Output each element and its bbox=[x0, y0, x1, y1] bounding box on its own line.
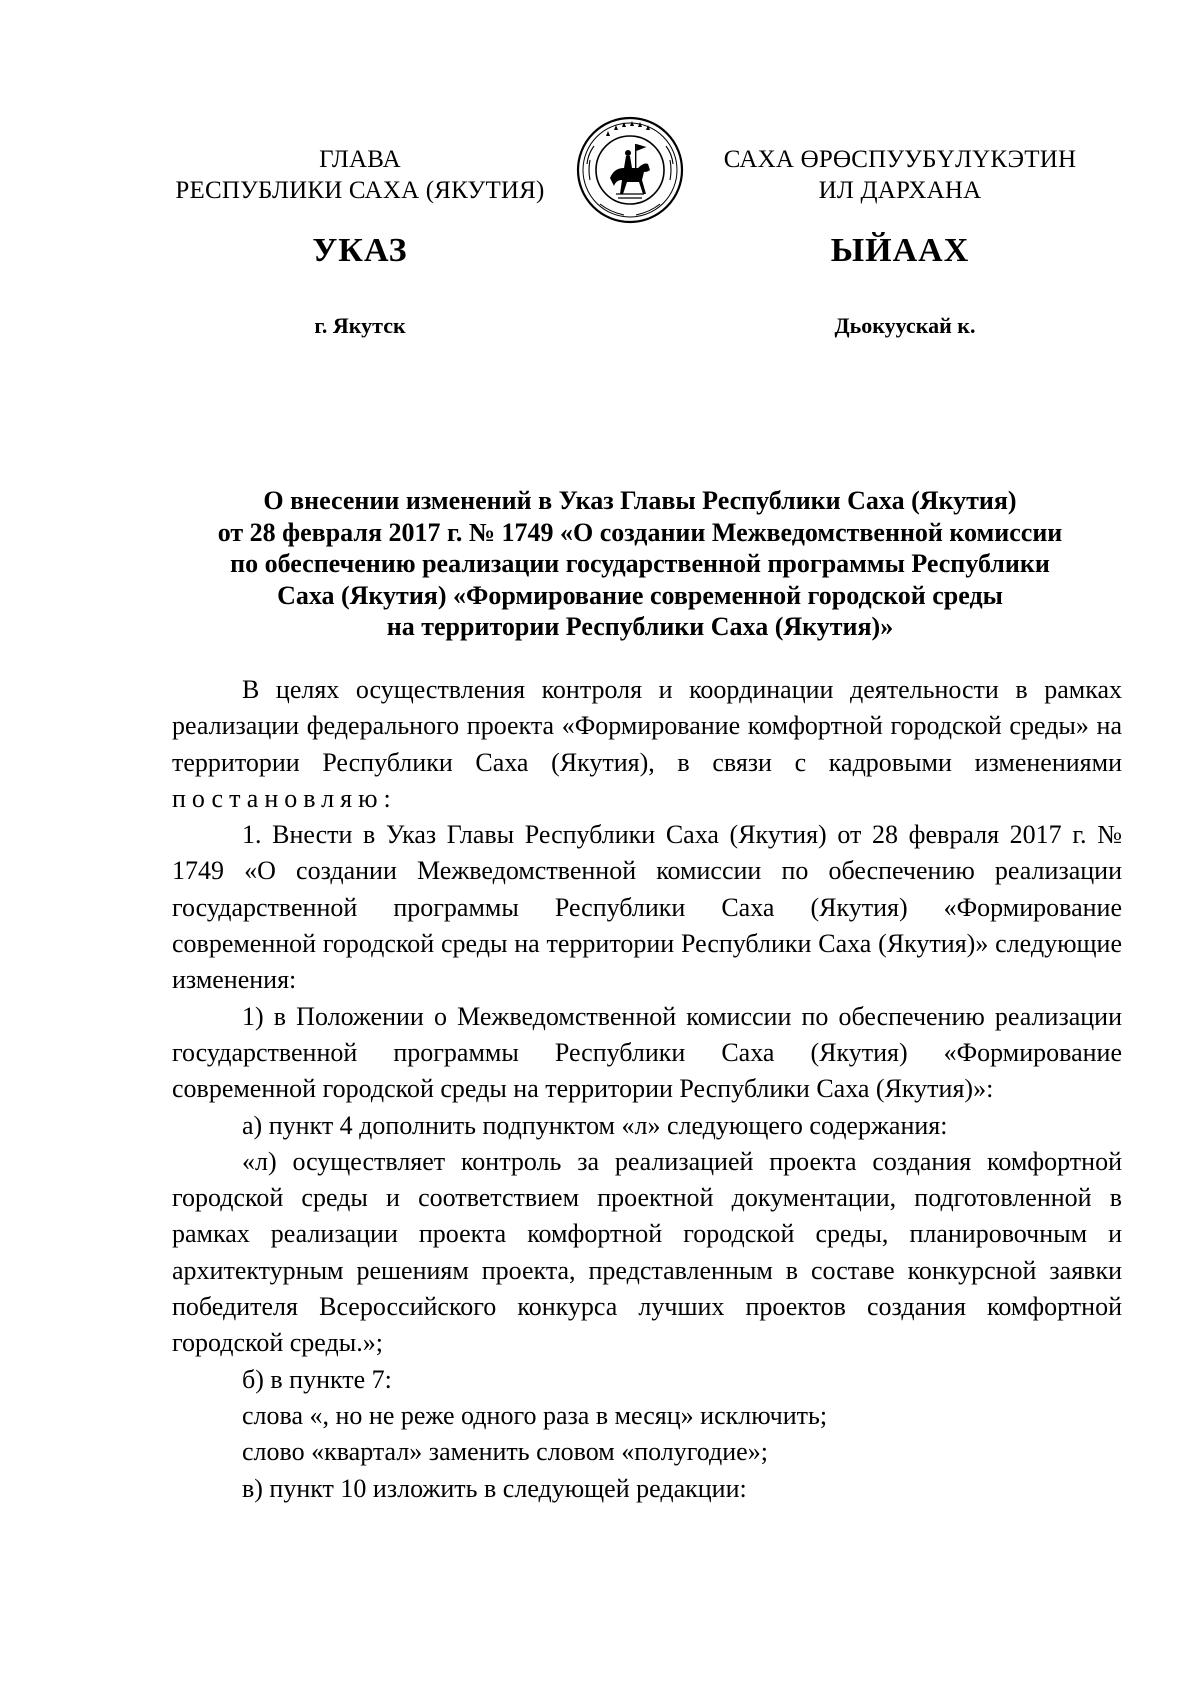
header-left bbox=[140, 144, 580, 206]
decree-title-sakha: ЫЙААХ bbox=[830, 232, 970, 269]
title-line: на территории Республики Саха (Якутия)» bbox=[386, 612, 894, 641]
paragraph-subitem-a: а) пункт 4 дополнить подпунктом «л» следующего содержания: bbox=[242, 1110, 948, 1140]
title-line: от 28 февраля 2017 г. № 1749 «О создании Межведомственной комиссии bbox=[217, 517, 1063, 547]
paragraph-word-replaced: слово «квартал» заменить словом «полугодие»; bbox=[242, 1437, 768, 1467]
city-ru: г. Якутск bbox=[314, 313, 406, 338]
paragraph-quote-l: «л) осуществляет контроль за реализацией проекта создания комфортной городской среды и соответствием проектной документации, подготовленной в рамках реализации проекта комфортной городской среды, планировочным и архитектурным решениям проекта, представленным в составе конкурсной заявки победителя Всероссийского конкурса лучших проектов создания комфортной городской среды.»; bbox=[172, 1146, 1122, 1358]
preamble-end: : bbox=[383, 783, 391, 813]
preamble-text: В целях осуществления контроля и координации деятельности в рамках реализации федерального проекта «Формирование комфортной городской среды» на территории Республики Саха (Якутия), в связи с кадровыми изменениями bbox=[172, 675, 1122, 777]
paragraph-item-1: 1. Внести в Указ Главы Республики Саха (Якутия) от 28 февраля 2017 г. № 1749 «О создании Межведомственной комиссии по обеспечению реализации государственной программы Республики Саха (Якутия) «Формирование современной городской среды на территории Республики Саха (Якутия)» следующие изменения: bbox=[172, 820, 1122, 995]
paragraph-subitem-1: 1) в Положении о Межведомственной комиссии по обеспечению реализации государственной программы Республики Саха (Якутия) «Формирование современной городской среды на территории Республики Саха (Якутия)»: bbox=[172, 1001, 1122, 1104]
title-line: Саха (Якутия) «Формирование современной городской среды bbox=[277, 580, 1003, 610]
paragraph-preamble bbox=[172, 672, 1122, 817]
title-line: О внесении изменений в Указ Главы Республики Саха (Якутия) bbox=[263, 486, 1017, 515]
header-right-line1: САХА ӨРӨСПУУБҮЛҮКЭТИН bbox=[723, 146, 1077, 173]
paragraph-words-removed: слова «, но не реже одного раза в месяц» исключить; bbox=[242, 1400, 828, 1430]
paragraph-subitem-v: в) пункт 10 изложить в следующей редакции: bbox=[242, 1473, 747, 1503]
header-left-line1: ГЛАВА bbox=[319, 146, 401, 173]
decree-word: постановляю bbox=[172, 783, 384, 813]
document-title bbox=[160, 485, 1120, 643]
paragraph-subitem-b: б) в пункте 7: bbox=[242, 1364, 392, 1394]
header-left-line2: РЕСПУБЛИКИ САХА (ЯКУТИЯ) bbox=[175, 177, 545, 204]
city-sakha: Дьокуускай к. bbox=[834, 313, 976, 338]
header-right bbox=[690, 144, 1110, 206]
document-body bbox=[172, 672, 1122, 1507]
header-right-line2: ИЛ ДАРХАНА bbox=[818, 177, 982, 204]
title-line: по обеспечению реализации государственной программы Республики bbox=[230, 549, 1050, 578]
decree-title-ru: УКАЗ bbox=[312, 232, 408, 269]
coat-of-arms-seal-icon bbox=[576, 116, 684, 224]
